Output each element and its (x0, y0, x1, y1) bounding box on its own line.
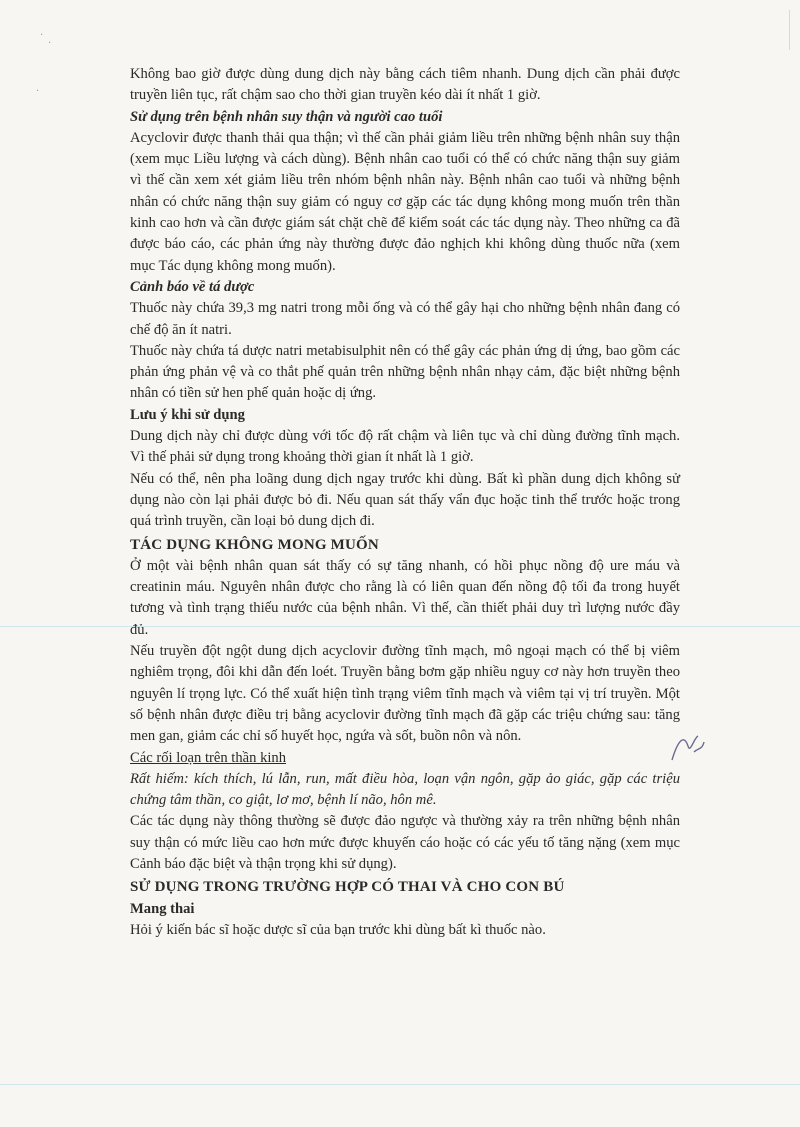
scan-speck: · (48, 38, 52, 49)
paragraph: Không bao giờ được dùng dung dịch này bằng cách tiêm nhanh. Dung dịch cần phải được truyền liên tục, rất chậm sao cho thời gian truyền kéo dài ít nhất 1 giờ. (130, 66, 680, 104)
section-heading: Cảnh báo về tá dược (130, 278, 255, 295)
paragraph: Thuốc này chứa 39,3 mg natri trong mỗi ống và có thể gây hại cho những bệnh nhân đang có chế độ ăn ít natri. (130, 300, 680, 338)
scan-speck: · (36, 86, 40, 97)
paragraph-italic: Rất hiếm: kích thích, lú lẫn, run, mất điều hòa, loạn vận ngôn, gặp ảo giác, gặp các triệu chứng tâm thần, co giật, lơ mơ, bệnh lí não, hôn mê. (130, 770, 680, 809)
scan-line (0, 1084, 800, 1085)
scan-speck: · (40, 30, 44, 41)
section-heading: Lưu ý khi sử dụng (130, 406, 245, 423)
subsection-heading: Mang thai (130, 900, 195, 917)
page-edge-mark (789, 10, 790, 50)
subsection-heading: Các rối loạn trên thần kinh (130, 749, 287, 766)
document-page (130, 64, 680, 941)
paragraph: Hỏi ý kiến bác sĩ hoặc dược sĩ của bạn trước khi dùng bất kì thuốc nào. (130, 921, 546, 938)
section-heading: Sử dụng trên bệnh nhân suy thận và người cao tuổi (130, 108, 443, 125)
paragraph: Nếu có thể, nên pha loãng dung dịch ngay trước khi dùng. Bất kì phần dung dịch không sử dụng nào còn lại phải được bỏ đi. Nếu quan sát thấy vẩn đục hoặc tinh thể trước hoặc trong quá trình truyền, cần loại bỏ dung dịch đi. (130, 470, 680, 530)
paragraph: Ở một vài bệnh nhân quan sát thấy có sự tăng nhanh, có hồi phục nồng độ ure máu và creatinin máu. Nguyên nhân được cho rằng là có liên quan đến nồng độ tối đa trong huyết tương và tình trạng thiếu nước của bệnh nhân. Vì thế, cần thiết phải duy trì lượng nước đầy đủ. (130, 557, 680, 638)
paragraph: Nếu truyền đột ngột dung dịch acyclovir đường tĩnh mạch, mô ngoại mạch có thể bị viêm nghiêm trọng, đôi khi dẫn đến loét. Truyền bằng bơm gặp nhiều nguy cơ này hơn truyền theo nguyên lí trọng lực. Có thể xuất hiện tình trạng viêm tĩnh mạch và viêm tại vị trí truyền. Một số bệnh nhân được điều trị bằng acyclovir đường tĩnh mạch đã gặp các triệu chứng sau: tăng men gan, giảm các chỉ số huyết học, ngứa và sốt, buồn nôn và nôn. (130, 643, 680, 745)
paragraph: Thuốc này chứa tá dược natri metabisulphit nên có thể gây các phản ứng dị ứng, bao gồm các phản ứng phản vệ và co thắt phế quản trên những bệnh nhân nhạy cảm, đặc biệt những bệnh nhân có tiền sử hen phế quản hoặc dị ứng. (130, 342, 680, 402)
paragraph: Acyclovir được thanh thải qua thận; vì thế cần phải giảm liều trên những bệnh nhân suy thận (xem mục Liều lượng và cách dùng). Bệnh nhân cao tuổi có thể có chức năng thận suy giảm vì thế cần xem xét giảm liều trên nhóm bệnh nhân này. Bệnh nhân cao tuổi và những bệnh nhân có chức năng thận suy giảm có nguy cơ gặp các tác dụng không mong muốn trên thần kinh cao hơn và cần được giám sát chặt chẽ để kiểm soát các tác dụng này. Theo những ca đã được báo cáo, các phản ứng này thường được đảo nghịch khi không dùng thuốc nữa (xem mục Tác dụng không mong muốn). (130, 129, 680, 274)
paragraph: Dung dịch này chỉ được dùng với tốc độ rất chậm và liên tục và chỉ dùng đường tĩnh mạch. Vì thế phải sử dụng trong khoảng thời gian ít nhất là 1 giờ. (130, 428, 680, 466)
paragraph: Các tác dụng này thông thường sẽ được đảo ngược và thường xảy ra trên những bệnh nhân suy thận có mức liều cao hơn mức được khuyến cáo hoặc có các yếu tố tăng nặng (xem mục Cảnh báo đặc biệt và thận trọng khi sử dụng). (130, 813, 680, 872)
section-heading: TÁC DỤNG KHÔNG MONG MUỐN (130, 536, 379, 553)
section-heading: SỬ DỤNG TRONG TRƯỜNG HỢP CÓ THAI VÀ CHO CON BÚ (130, 879, 565, 896)
